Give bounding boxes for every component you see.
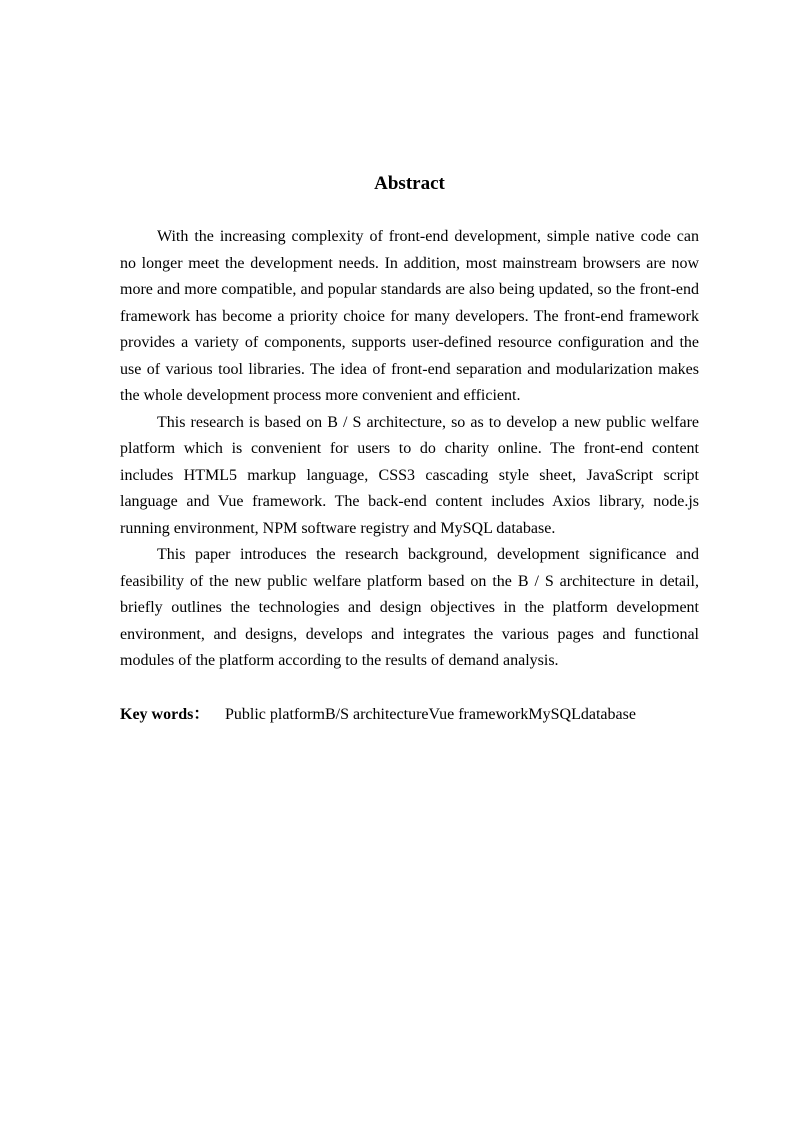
- abstract-paragraph-2: This research is based on B / S architecture, so as to develop a new public welfare platform which is convenient for users to do charity online. The front-end content includes HTML5 markup language, CSS3 cascading style sheet, JavaScript script language and Vue framework. The back-end content includes Axios library, node.js running environment, NPM software registry and MySQL database.: [120, 413, 699, 537]
- keywords-colon: ：: [193, 705, 210, 723]
- keyword-item: Public platform: [225, 705, 325, 723]
- keywords-label: [120, 702, 225, 729]
- keywords-label-text: Key words: [120, 705, 194, 723]
- keywords-section: [120, 702, 699, 729]
- keyword-spacer: [636, 702, 699, 729]
- keyword-item: database: [580, 705, 636, 723]
- abstract-paragraph-1: With the increasing complexity of front-end development, simple native code can no longer meet the development needs. In addition, most mainstream browsers are now more and more compatible, and popular standards are also being updated, so the front-end framework has become a priority choice for many developers. The front-end framework provides a variety of components, supports user-defined resource configuration and the use of various tool libraries. The idea of front-end separation and modularization makes the whole development process more convenient and efficient.: [120, 228, 699, 404]
- abstract-page: [120, 170, 699, 728]
- keywords-list: [225, 702, 699, 729]
- abstract-title: Abstract: [374, 173, 445, 194]
- keyword-item: B/S architecture: [324, 705, 429, 723]
- keyword-item: MySQL: [528, 705, 581, 723]
- keyword-item: Vue framework: [428, 705, 529, 723]
- abstract-paragraph-3: This paper introduces the research background, development significance and feasibility of the new public welfare platform based on the B / S architecture in detail, briefly outlines the technologies and design objectives in the platform development environment, and designs, develops and integrates the various pages and functional modules of the platform according to the results of demand analysis.: [120, 546, 699, 669]
